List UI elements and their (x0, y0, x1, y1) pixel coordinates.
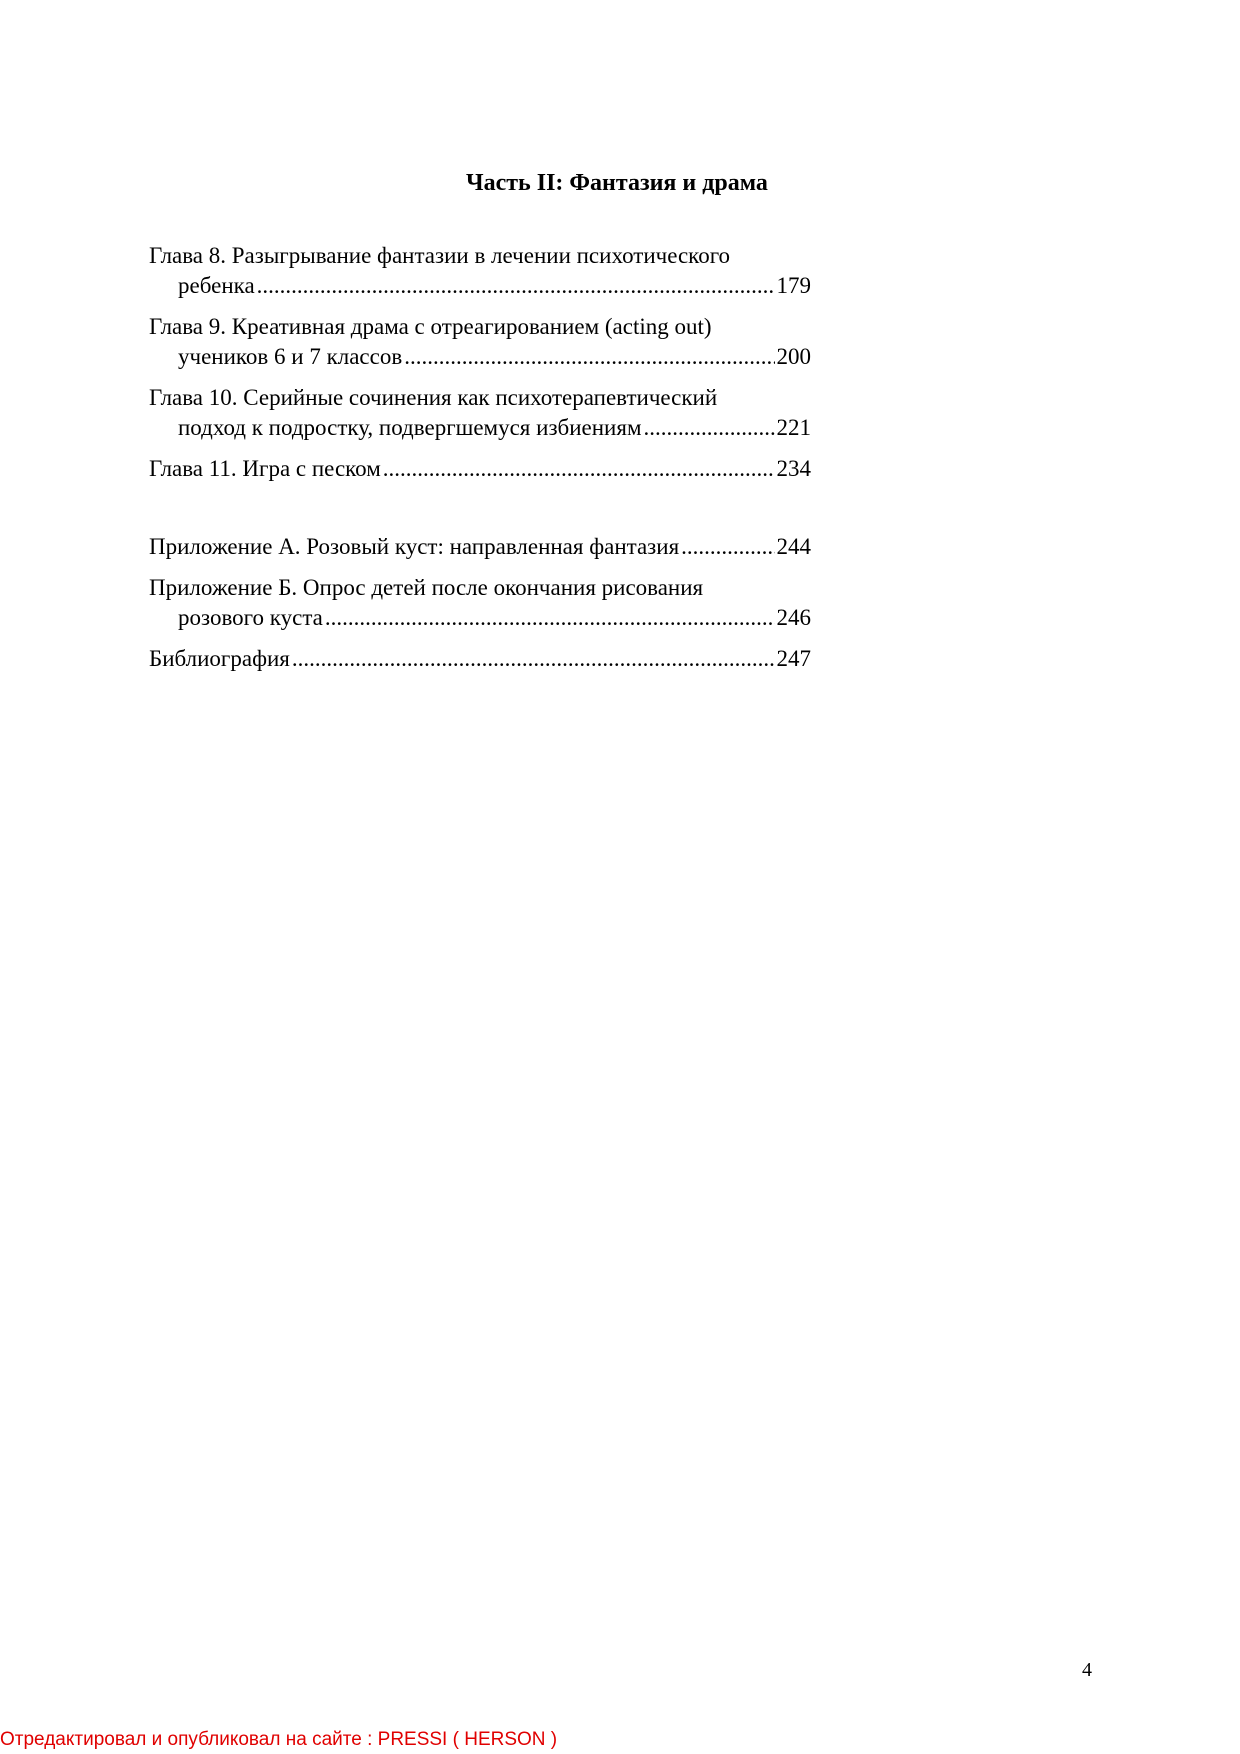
toc-entry-title-line (149, 573, 811, 603)
toc-page-number: 234 (776, 456, 811, 481)
toc-entry-chapter-10[interactable] (149, 383, 811, 442)
footer-note: Отредактировал и опубликовал на сайте : PRESSI ( HERSON ) (0, 1729, 558, 1750)
part-title: Часть II: Фантазия и драма (466, 170, 768, 196)
toc-entry-title-line (149, 532, 811, 562)
toc-entry-title: Библиография (149, 646, 290, 671)
toc-page-number: 200 (776, 343, 811, 369)
toc-page-number: 247 (776, 646, 811, 671)
toc-entry-title-continued: учеников 6 и 7 классов (178, 343, 403, 369)
toc-entry-continuation (149, 413, 811, 443)
toc-entry-title-line (149, 454, 811, 484)
toc-page-number: 221 (776, 414, 811, 440)
dot-leader (404, 342, 774, 372)
toc-entry-title-continued: розового куста (178, 604, 323, 630)
toc-entry-title: Глава 8. Разыгрывание фантазии в лечении психотического (149, 243, 731, 268)
toc-entry-chapter-8[interactable] (149, 241, 811, 300)
toc-entry-title-continued: ребенка (178, 272, 255, 298)
toc-entry-title: Приложение А. Розовый куст: направленная фантазия (149, 534, 680, 559)
dot-leader (257, 271, 775, 301)
toc-entry-continuation (149, 342, 811, 372)
page-number: 4 (1082, 1659, 1092, 1681)
toc-entry-title-line (149, 644, 811, 674)
toc-entry-continuation (149, 603, 811, 633)
toc-entry-chapter-11[interactable] (149, 454, 811, 484)
toc-entry-title: Глава 9. Креативная драма с отреагированием (acting out) (149, 314, 712, 339)
toc-entry-continuation (149, 271, 811, 301)
dot-leader (292, 644, 775, 674)
toc-entry-chapter-9[interactable] (149, 312, 811, 371)
toc-entry-title-line (149, 241, 811, 271)
toc-entry-title: Глава 11. Игра с песком (149, 456, 381, 481)
dot-leader (325, 603, 775, 633)
toc-page-number: 244 (776, 534, 811, 559)
toc-entry-title-continued: подход к подростку, подвергшемуся избиениям (178, 414, 642, 440)
toc-entry-title: Глава 10. Серийные сочинения как психотерапевтический (149, 385, 718, 410)
toc-entry-bibliography[interactable] (149, 644, 811, 674)
toc-entry-appendix-a[interactable] (149, 532, 811, 562)
toc-entry-title-line (149, 312, 811, 342)
toc-page-number: 246 (776, 604, 811, 630)
dot-leader (644, 413, 775, 443)
toc-entry-appendix-b[interactable] (149, 573, 811, 632)
toc-entry-title-line (149, 383, 811, 413)
dot-leader (681, 532, 774, 562)
toc-entry-title: Приложение Б. Опрос детей после окончания рисования (149, 575, 704, 600)
toc-page-number: 179 (776, 272, 811, 298)
dot-leader (383, 454, 775, 484)
